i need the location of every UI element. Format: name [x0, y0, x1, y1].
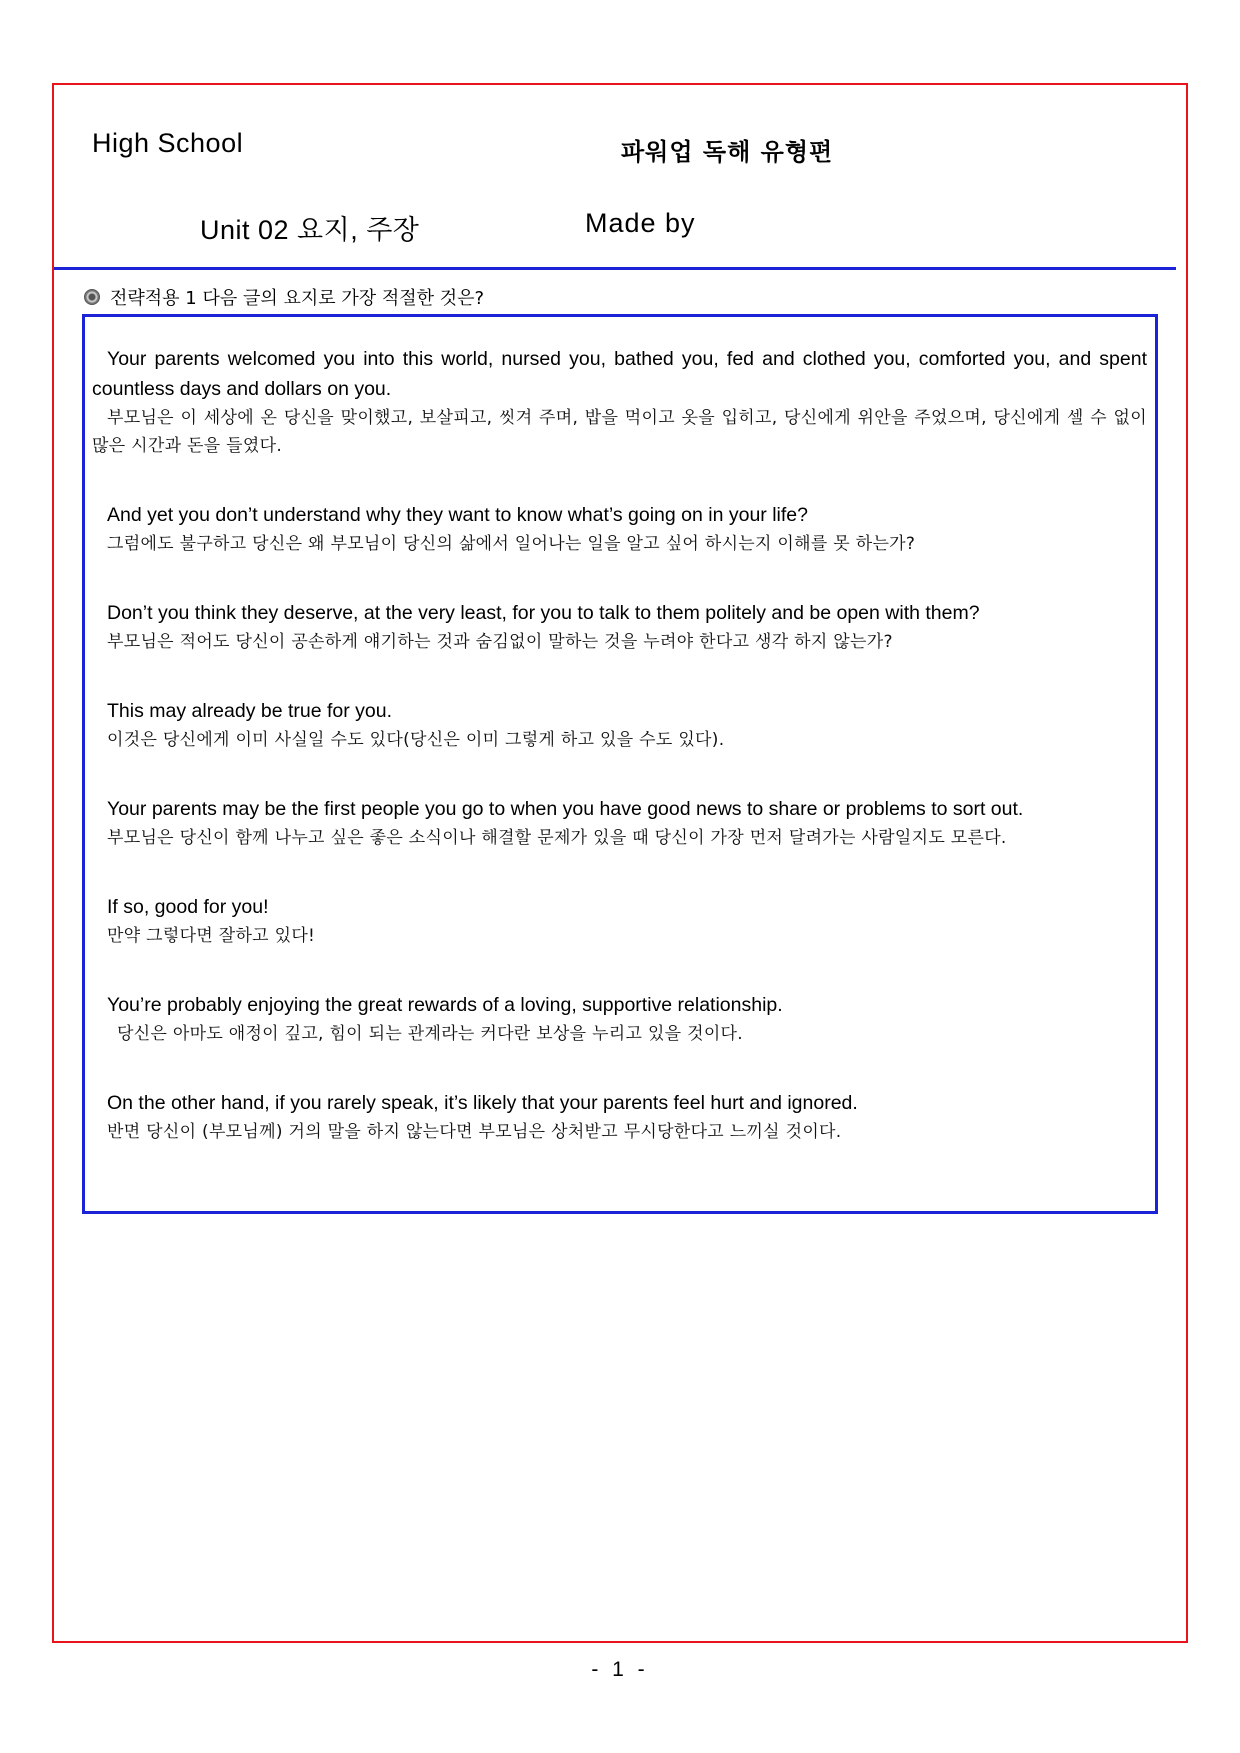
english-sentence: If so, good for you!: [107, 896, 269, 918]
passage-pair-4: [92, 696, 1147, 754]
school-level-title: High School: [92, 128, 244, 158]
passage-pair-2: [92, 500, 1147, 558]
english-sentence: On the other hand, if you rarely speak, it’s likely that your parents feel hurt and ignored.: [107, 1092, 858, 1114]
english-sentence: Don’t you think they deserve, at the very least, for you to talk to them politely and be open with them?: [107, 602, 980, 624]
passage-pair-6: [92, 892, 1147, 950]
question-text: 전략적용 1 다음 글의 요지로 가장 적절한 것은?: [110, 288, 485, 309]
english-sentence: And yet you don’t understand why they want to know what’s going on in your life?: [107, 504, 808, 526]
unit-title: Unit 02 요지, 주장: [200, 215, 420, 245]
korean-translation: 반면 당신이 (부모님께) 거의 말을 하지 않는다면 부모님은 상처받고 무시당한다고 느끼실 것이다.: [107, 1122, 842, 1142]
bullet-icon: [84, 289, 100, 305]
korean-translation: 만약 그렇다면 잘하고 있다!: [107, 926, 316, 946]
korean-translation: 부모님은 적어도 당신이 공손하게 얘기하는 것과 숨김없이 말하는 것을 누려야 한다고 생각 하지 않는가?: [107, 632, 893, 652]
book-title: 파워업 독해 유형편: [621, 138, 834, 166]
english-sentence: Your parents welcomed you into this world, nursed you, bathed you, fed and clothed you, comforted you, and spent countless days and dollars on you.: [92, 348, 1147, 400]
korean-translation: 부모님은 당신이 함께 나누고 싶은 좋은 소식이나 해결할 문제가 있을 때 당신이 가장 먼저 달려가는 사람일지도 모른다.: [107, 828, 1007, 848]
passage-pair-3: [92, 598, 1147, 656]
question-heading: [84, 284, 484, 310]
passage-pair-8: [92, 1088, 1147, 1146]
header-divider: [54, 267, 1176, 270]
passage: [92, 344, 1147, 1186]
made-by-label: Made by: [585, 208, 696, 238]
page-number: - 1 -: [591, 1658, 649, 1681]
english-sentence: You’re probably enjoying the great rewards of a loving, supportive relationship.: [107, 994, 783, 1016]
korean-translation: 부모님은 이 세상에 온 당신을 맞이했고, 보살피고, 씻겨 주며, 밥을 먹이고 옷을 입히고, 당신에게 위안을 주었으며, 당신에게 셀 수 없이 많은 시간과 돈을 들였다.: [92, 408, 1147, 456]
english-sentence: This may already be true for you.: [107, 700, 393, 722]
english-sentence: Your parents may be the first people you go to when you have good news to share or problems to sort out.: [107, 798, 1024, 820]
korean-translation: 그럼에도 불구하고 당신은 왜 부모님이 당신의 삶에서 일어나는 일을 알고 싶어 하시는지 이해를 못 하는가?: [107, 534, 916, 554]
passage-pair-5: [92, 794, 1147, 852]
passage-pair-1: [92, 344, 1147, 460]
korean-translation: 이것은 당신에게 이미 사실일 수도 있다(당신은 이미 그렇게 하고 있을 수도 있다).: [107, 730, 725, 750]
korean-translation: 당신은 아마도 애정이 깊고, 힘이 되는 관계라는 커다란 보상을 누리고 있을 것이다.: [117, 1024, 743, 1044]
passage-pair-7: [92, 990, 1147, 1048]
